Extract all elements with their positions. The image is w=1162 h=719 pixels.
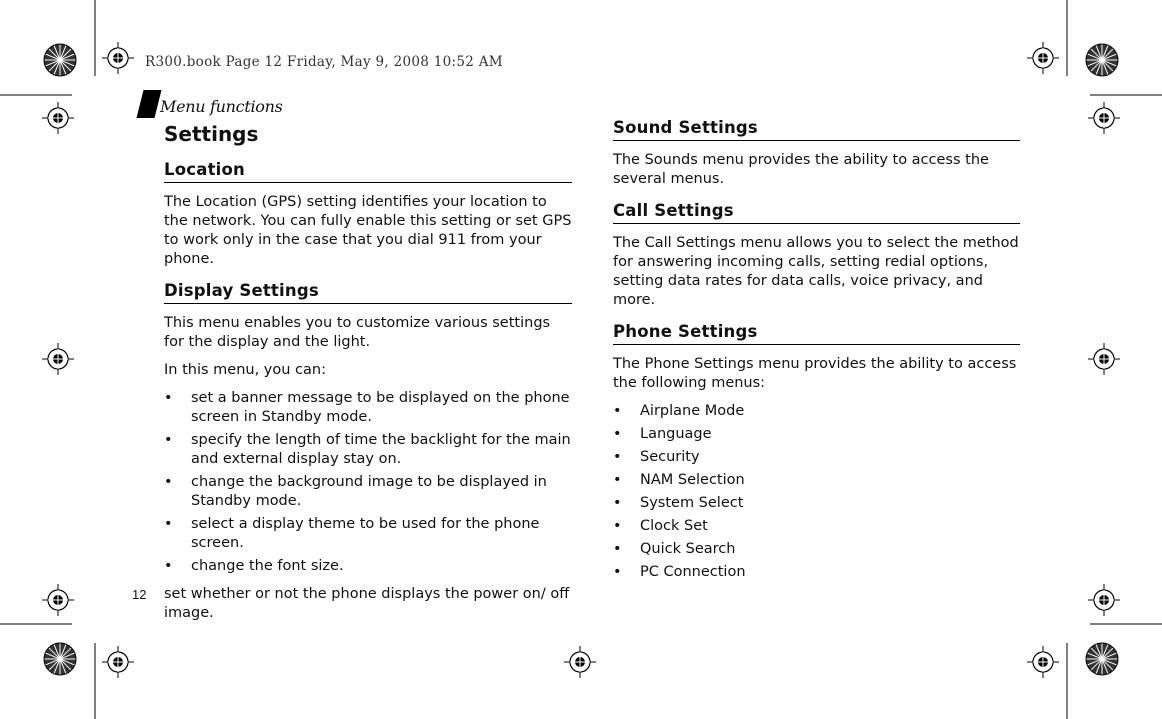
sound-settings-heading: Sound Settings xyxy=(613,118,1020,141)
page-title: Settings xyxy=(164,122,259,146)
list-item: • set a banner message to be displayed on the phone screen in Standby mode. xyxy=(164,389,572,427)
display-settings-intro: This menu enables you to customize various settings for the display and the light. xyxy=(164,315,551,350)
star-target-icon xyxy=(1086,44,1118,76)
left-column xyxy=(164,118,572,632)
section-title: Menu functions xyxy=(160,97,283,116)
list-item: • Clock Set xyxy=(613,517,1020,536)
list-item: • Quick Search xyxy=(613,540,1020,559)
list-item: • NAM Selection xyxy=(613,471,1020,490)
phone-settings-text: The Phone Settings menu provides the ability to access the following menus: xyxy=(613,356,1017,391)
list-item: • select a display theme to be used for the phone screen. xyxy=(164,515,572,553)
star-target-icon xyxy=(44,44,76,76)
list-item: • Security xyxy=(613,448,1020,467)
phone-settings-heading: Phone Settings xyxy=(613,322,1020,345)
star-target-icon xyxy=(1086,643,1118,675)
list-item: • PC Connection xyxy=(613,563,1020,582)
book-header: R300.book Page 12 Friday, May 9, 2008 10:52 AM xyxy=(145,54,503,70)
right-column xyxy=(613,118,1020,591)
list-item: • change the background image to be displayed in Standby mode. xyxy=(164,473,572,511)
list-item: • System Select xyxy=(613,494,1020,513)
list-item: • change the font size. xyxy=(164,557,572,576)
display-settings-list xyxy=(164,389,572,576)
star-target-icon xyxy=(44,643,76,675)
display-settings-lead: In this menu, you can: xyxy=(164,362,326,378)
list-item: • specify the length of time the backlight for the main and external display stay on. xyxy=(164,431,572,469)
call-settings-heading: Call Settings xyxy=(613,201,1020,224)
location-text: The Location (GPS) setting identifies your location to the network. You can fully enable this setting or set GPS to work only in the case that you dial 911 from your phone. xyxy=(164,194,572,267)
location-heading: Location xyxy=(164,160,572,183)
display-settings-heading: Display Settings xyxy=(164,281,572,304)
list-item: • Airplane Mode xyxy=(613,402,1020,421)
list-item: • Language xyxy=(613,425,1020,444)
call-settings-text: The Call Settings menu allows you to select the method for answering incoming calls, setting redial options, setting data rates for data calls, voice privacy, and more. xyxy=(613,235,1019,308)
display-settings-closing: set whether or not the phone displays the power on/ off image. xyxy=(164,586,570,621)
phone-settings-list xyxy=(613,402,1020,582)
page-number: 12 xyxy=(132,587,147,602)
sound-settings-text: The Sounds menu provides the ability to access the several menus. xyxy=(613,152,989,187)
